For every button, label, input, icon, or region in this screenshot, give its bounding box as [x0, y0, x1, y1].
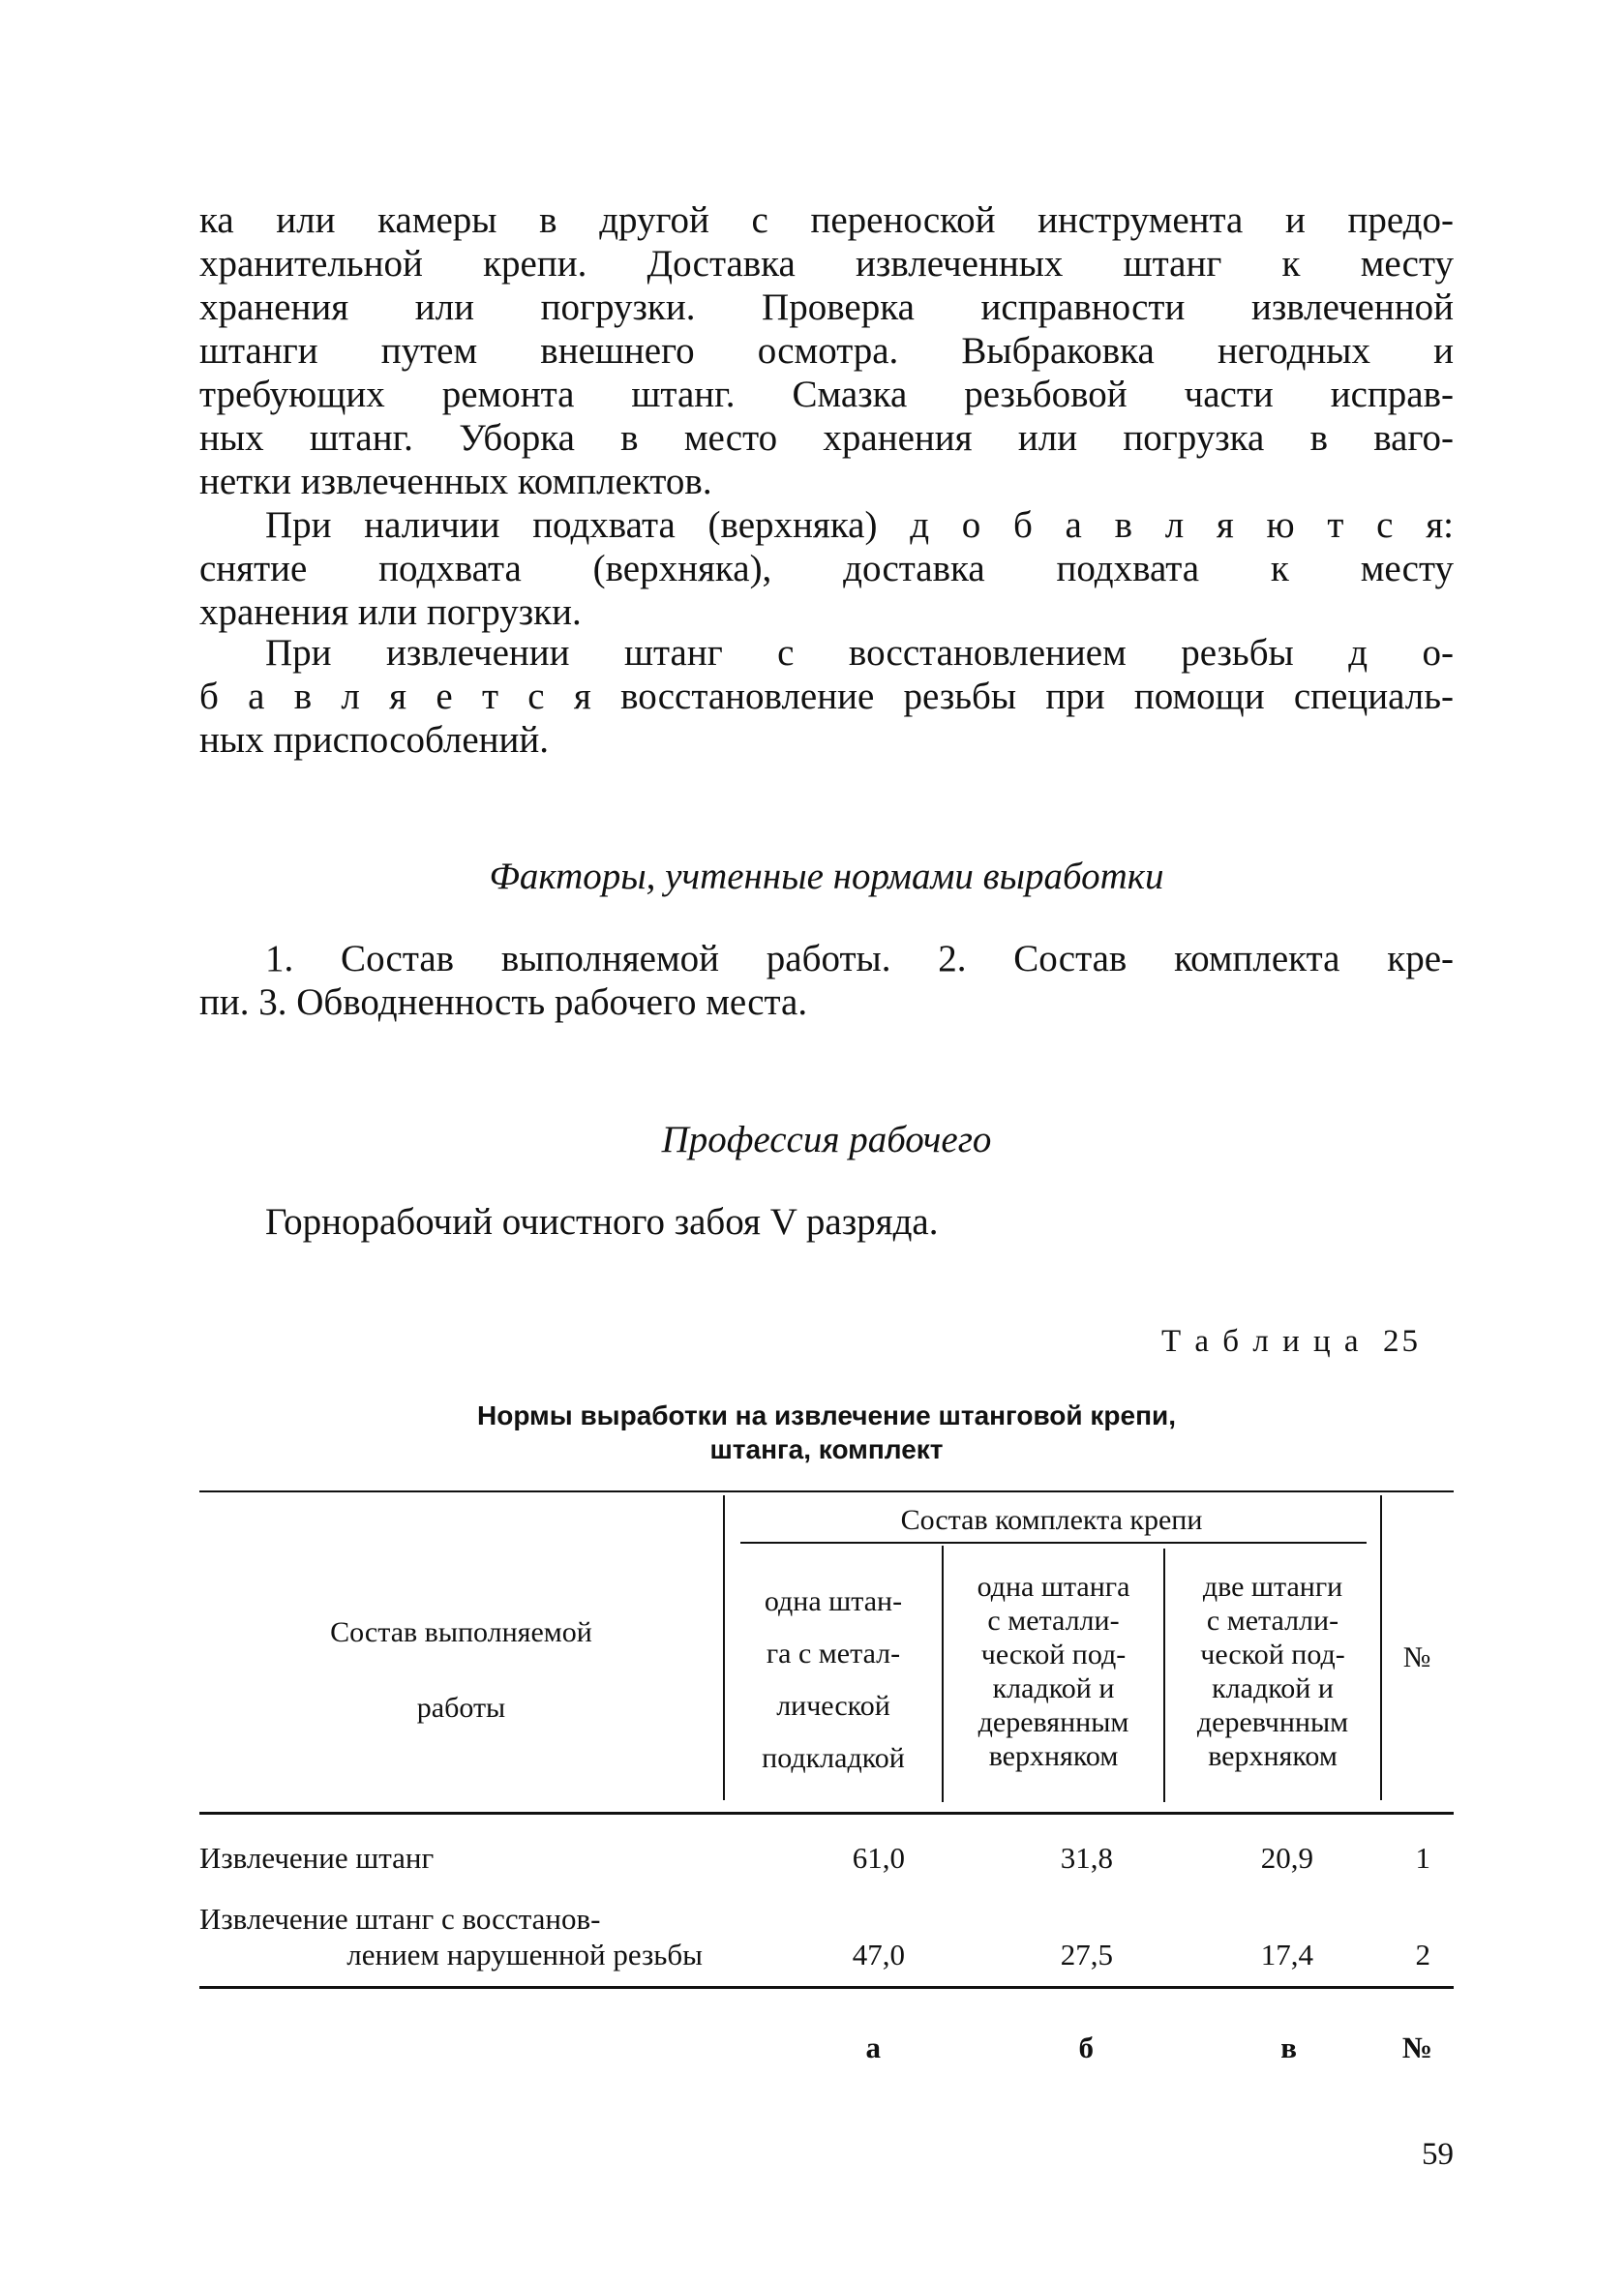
table-title-line: штанга, комплект: [709, 1434, 944, 1464]
header-col-a: [725, 1576, 942, 1785]
profession-heading: Профессия рабочего: [661, 1119, 992, 1160]
factors-text: [199, 937, 1454, 1024]
profession-text: [199, 1200, 1454, 1244]
text-line: б а в л я е т с я восстановление резьбы при помощи специаль-: [199, 676, 1454, 717]
header-text: две штанги: [1202, 1571, 1343, 1603]
row-value: 27,5: [1060, 1938, 1113, 1971]
text-line: ных штанг. Уборка в место хранения или погрузка в ваго-: [199, 417, 1454, 459]
table-title-line: Нормы выработки на извлечение штанговой крепи,: [477, 1400, 1176, 1430]
header-text: деревчнным: [1196, 1706, 1349, 1738]
row-work: Извлечение штанг: [199, 1841, 435, 1875]
header-work: [199, 1595, 723, 1746]
paragraph-3: [199, 631, 1454, 762]
text-line: хранительной крепи. Доставка извлеченных штанг к месту: [199, 243, 1454, 285]
header-col-b: [944, 1570, 1163, 1773]
factors-heading: Факторы, учтенные нормами выработки: [489, 856, 1164, 897]
group-rule: [740, 1542, 1367, 1544]
header-text: ческой под-: [980, 1639, 1127, 1670]
header-col-c: [1165, 1570, 1380, 1773]
header-text: верхняком: [988, 1740, 1119, 1772]
row-work: Извлечение штанг с восстанов-: [199, 1902, 601, 1936]
header-text: работы: [416, 1692, 506, 1724]
text-line: требующих ремонта штанг. Смазка резьбовой части исправ-: [199, 374, 1454, 415]
header-text: лической: [776, 1690, 890, 1722]
text-line: хранения или погрузки. Проверка исправности извлеченной: [199, 286, 1454, 328]
text-line: снятие подхвата (верхняка), доставка подхвата к месту: [199, 548, 1454, 589]
column-letter: а: [865, 2031, 881, 2064]
header-text: кладкой и: [1212, 1672, 1334, 1704]
text-line: ка или камеры в другой с переноской инструмента и предо-: [199, 199, 1454, 241]
table-label: Т а б л и ц а 25: [1161, 1324, 1422, 1359]
text-line: нетки извлеченных комплектов.: [199, 461, 712, 502]
row-work: лением нарушенной резьбы: [346, 1938, 703, 1971]
row-value: 47,0: [852, 1938, 905, 1971]
row-value: 20,9: [1260, 1841, 1313, 1875]
header-text: с металли-: [987, 1605, 1120, 1637]
header-text: одна штан-: [764, 1585, 903, 1617]
header-text: верхняком: [1208, 1740, 1338, 1772]
header-text: деревянным: [977, 1706, 1129, 1738]
text-line: пи. 3. Обводненность рабочего места.: [199, 981, 808, 1023]
header-text: Состав выполняемой: [330, 1616, 592, 1648]
row-no: 2: [1415, 1938, 1430, 1971]
text-line: ных приспособлений.: [199, 719, 550, 761]
table-bottom-rule: [199, 1986, 1454, 1989]
row-value: 61,0: [852, 1841, 905, 1875]
header-text: ческой под-: [1200, 1639, 1345, 1670]
column-letter: б: [1078, 2031, 1094, 2064]
header-text: га с метал-: [766, 1638, 901, 1670]
header-no: №: [1402, 1641, 1431, 1673]
column-letter: в: [1280, 2031, 1297, 2064]
text-line: штанги путем внешнего осмотра. Выбраковка негодных и: [199, 330, 1454, 372]
row-value: 31,8: [1060, 1841, 1113, 1875]
text-line: При наличии подхвата (верхняка) д о б а в л я ю т с я:: [265, 504, 1454, 546]
header-group: Состав комплекта крепи: [900, 1504, 1203, 1536]
table-top-rule: [199, 1490, 1454, 1492]
text-line: При извлечении штанг с восстановлением резьбы д о-: [265, 632, 1454, 674]
row-value: 17,4: [1260, 1938, 1313, 1971]
row-no: 1: [1415, 1841, 1430, 1875]
header-text: с металли-: [1206, 1605, 1339, 1637]
header-text: кладкой и: [992, 1672, 1115, 1704]
header-text: одна штанга: [977, 1571, 1130, 1603]
page-number: 59: [1422, 2137, 1454, 2172]
header-rule: [199, 1812, 1454, 1815]
paragraph-2: [199, 503, 1454, 634]
paragraph-1: [199, 198, 1454, 503]
header-text: подкладкой: [762, 1742, 905, 1774]
text-line: хранения или погрузки.: [199, 591, 582, 633]
text-line: Горнорабочий очистного забоя V разряда.: [265, 1201, 939, 1243]
column-letter: №: [1401, 2031, 1432, 2064]
text-line: 1. Состав выполняемой работы. 2. Состав комплекта кре-: [265, 938, 1454, 979]
